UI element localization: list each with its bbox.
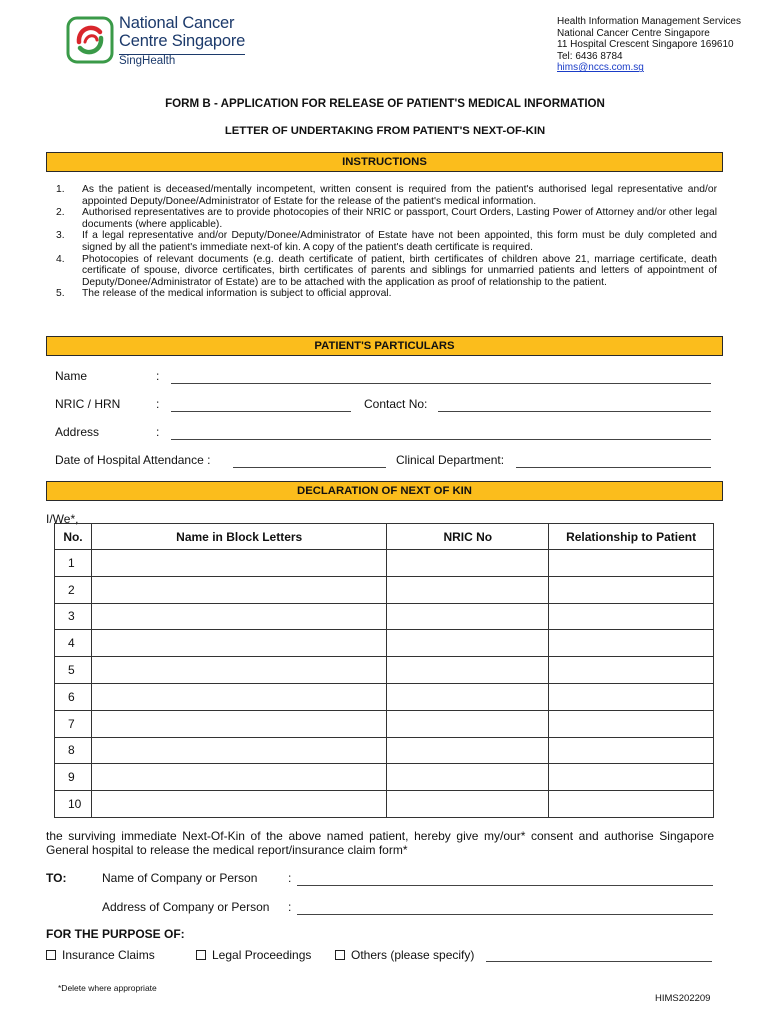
nccs-logo — [66, 12, 246, 70]
company-address-colon: : — [288, 900, 292, 914]
others-checkbox[interactable] — [335, 950, 345, 960]
row-number: 3 — [55, 603, 92, 630]
row-number: 9 — [55, 764, 92, 791]
relationship-cell[interactable] — [549, 737, 714, 764]
nric-cell[interactable] — [387, 710, 549, 737]
relationship-cell[interactable] — [549, 657, 714, 684]
table-row — [55, 657, 714, 684]
company-address-label: Address of Company or Person — [102, 900, 270, 914]
nric-cell[interactable] — [387, 683, 549, 710]
table-row — [55, 710, 714, 737]
relationship-cell[interactable] — [549, 550, 714, 577]
nric-cell[interactable] — [387, 550, 549, 577]
col-no: No. — [55, 524, 92, 550]
row-number: 1 — [55, 550, 92, 577]
relationship-cell[interactable] — [549, 603, 714, 630]
attendance-label: Date of Hospital Attendance : — [55, 453, 211, 467]
insurance-claims-checkbox[interactable] — [46, 950, 56, 960]
logo-line1: National Cancer — [119, 14, 235, 32]
delete-note: *Delete where appropriate — [58, 983, 157, 993]
others-option[interactable] — [335, 948, 474, 962]
nccs-emblem-icon — [66, 16, 114, 64]
relationship-cell[interactable] — [549, 576, 714, 603]
name-cell[interactable] — [91, 683, 386, 710]
row-number: 2 — [55, 576, 92, 603]
others-label: Others (please specify) — [351, 948, 475, 962]
instruction-item: 5. The release of the medical information is subject to official approval. — [56, 288, 392, 300]
row-number: 5 — [55, 657, 92, 684]
others-specify-field[interactable] — [486, 961, 712, 962]
table-row — [55, 683, 714, 710]
attendance-date-field[interactable] — [233, 467, 386, 468]
nric-cell[interactable] — [387, 630, 549, 657]
row-number: 4 — [55, 630, 92, 657]
particulars-heading: PATIENT'S PARTICULARS — [46, 336, 723, 356]
address-street: 11 Hospital Crescent Singapore 169610 — [557, 39, 734, 51]
name-cell[interactable] — [91, 764, 386, 791]
address-colon: : — [156, 425, 160, 439]
row-number: 6 — [55, 683, 92, 710]
instructions-heading: INSTRUCTIONS — [46, 152, 723, 172]
insurance-claims-label: Insurance Claims — [62, 948, 155, 962]
relationship-cell[interactable] — [549, 683, 714, 710]
contact-label: Contact No: — [364, 397, 428, 411]
relationship-cell[interactable] — [549, 630, 714, 657]
name-cell[interactable] — [91, 710, 386, 737]
nric-cell[interactable] — [387, 657, 549, 684]
consent-paragraph: the surviving immediate Next-Of-Kin of the above named patient, hereby give my/our* consent and authorise Singapore General hospital to release the medical report/insurance claim form* — [46, 829, 714, 857]
address-org: National Cancer Centre Singapore — [557, 27, 710, 39]
row-number: 7 — [55, 710, 92, 737]
table-row — [55, 603, 714, 630]
legal-proceedings-label: Legal Proceedings — [212, 948, 312, 962]
logo-line3: SingHealth — [119, 55, 176, 67]
name-cell[interactable] — [91, 576, 386, 603]
instruction-item: 1. As the patient is deceased/mentally incompetent, written consent is required from the patient's authorised legal representative and/or appointed Deputy/Donee/Administrator of Estate for the release of the patient's medical information. — [56, 184, 717, 207]
logo-line2: Centre Singapore — [119, 32, 246, 50]
col-relationship: Relationship to Patient — [549, 524, 714, 550]
relationship-cell[interactable] — [549, 710, 714, 737]
relationship-cell[interactable] — [549, 791, 714, 818]
legal-proceedings-option[interactable] — [196, 948, 311, 962]
instructions-list — [56, 184, 717, 300]
address-label: Address — [55, 425, 100, 439]
name-cell[interactable] — [91, 737, 386, 764]
department-field[interactable] — [516, 467, 711, 468]
nric-cell[interactable] — [387, 576, 549, 603]
address-tel: Tel: 6436 8784 — [557, 50, 623, 62]
nric-cell[interactable] — [387, 764, 549, 791]
table-row — [55, 550, 714, 577]
table-row — [55, 764, 714, 791]
contact-field[interactable] — [438, 411, 711, 412]
name-cell[interactable] — [91, 630, 386, 657]
company-address-field[interactable] — [297, 914, 713, 915]
nric-label: NRIC / HRN — [55, 397, 121, 411]
name-cell[interactable] — [91, 657, 386, 684]
row-number: 8 — [55, 737, 92, 764]
address-block — [557, 16, 741, 74]
col-name: Name in Block Letters — [91, 524, 386, 550]
name-cell[interactable] — [91, 603, 386, 630]
nric-field[interactable] — [171, 411, 351, 412]
insurance-claims-option[interactable] — [46, 948, 155, 962]
nric-colon: : — [156, 397, 160, 411]
col-nric: NRIC No — [387, 524, 549, 550]
name-field[interactable] — [171, 383, 711, 384]
instruction-item: 2. Authorised representatives are to provide photocopies of their NRIC or passport, Court Orders, Lasting Power of Attorney and/or other legal documents (where applicable). — [56, 207, 717, 230]
name-label: Name — [55, 369, 88, 383]
company-name-field[interactable] — [297, 885, 713, 886]
next-of-kin-table — [54, 523, 714, 818]
nric-cell[interactable] — [387, 791, 549, 818]
instruction-item: 4. Photocopies of relevant documents (e.g. death certificate of patient, birth certificates of children above 21, marriage certificate, death certificate of spouse, divorce certificates, birth certificates of parents and siblings for unmarried patients and letters of appointment of Deputy/Donee/Administrator of Estate) are to be attached with the application as proof of relationship to the patient. — [56, 253, 717, 288]
company-name-colon: : — [288, 871, 292, 885]
table-row — [55, 576, 714, 603]
name-cell[interactable] — [91, 791, 386, 818]
legal-proceedings-checkbox[interactable] — [196, 950, 206, 960]
table-row — [55, 737, 714, 764]
table-header-row — [55, 524, 714, 550]
form-code: HIMS202209 — [655, 993, 711, 1004]
name-colon: : — [156, 369, 160, 383]
relationship-cell[interactable] — [549, 764, 714, 791]
address-dept: Health Information Management Services — [557, 16, 741, 27]
row-number: 10 — [55, 791, 92, 818]
address-field[interactable] — [171, 439, 711, 440]
purpose-heading: FOR THE PURPOSE OF: — [46, 927, 185, 941]
to-label: TO: — [46, 871, 67, 885]
form-subtitle: LETTER OF UNDERTAKING FROM PATIENT'S NEXT-OF-KIN — [224, 125, 546, 137]
nric-cell[interactable] — [387, 737, 549, 764]
form-title: FORM B - APPLICATION FOR RELEASE OF PATIENT'S MEDICAL INFORMATION — [165, 97, 605, 110]
name-cell[interactable] — [91, 550, 386, 577]
declaration-heading: DECLARATION OF NEXT OF KIN — [46, 481, 723, 501]
table-row — [55, 630, 714, 657]
company-name-label: Name of Company or Person — [102, 871, 258, 885]
instruction-item: 3. If a legal representative and/or Deputy/Donee/Administrator of Estate have not been appointed, this form must be duly completed and signed by all the patient's immediate next-of kin. A copy of the patient's death certificate is required. — [56, 230, 717, 253]
department-label: Clinical Department: — [396, 453, 505, 467]
email-link[interactable]: hims@nccs.com.sg — [557, 62, 644, 74]
nric-cell[interactable] — [387, 603, 549, 630]
table-row — [55, 791, 714, 818]
iwe-label: I/We*, — [46, 512, 79, 526]
